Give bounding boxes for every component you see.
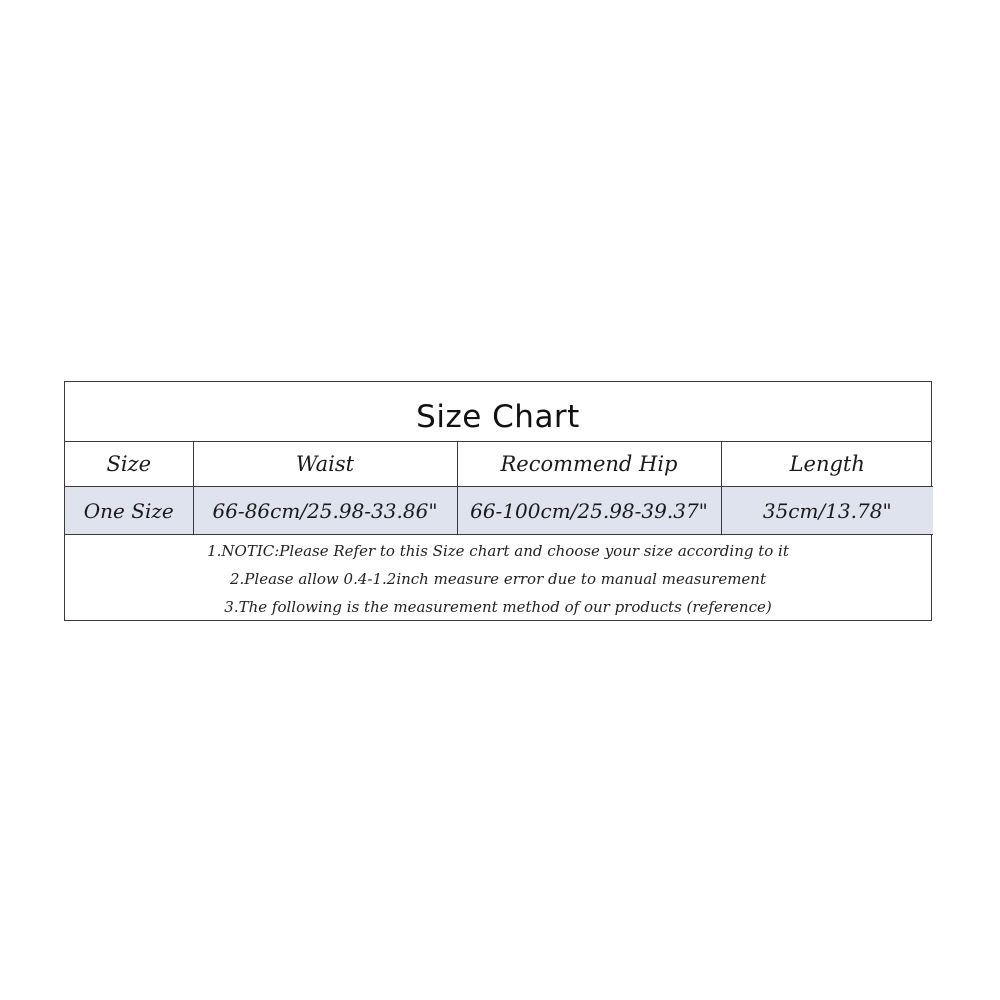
notes-section: [65, 535, 931, 622]
cell-size: One Size: [65, 487, 193, 535]
table-row: [65, 487, 933, 535]
note-line-3: 3.The following is the measurement method of our products (reference): [224, 597, 772, 616]
header-row: [65, 442, 933, 487]
header-recommend-hip: Recommend Hip: [457, 442, 721, 487]
header-length: Length: [721, 442, 933, 487]
size-chart-table: [64, 381, 932, 621]
cell-length: 35cm/13.78": [721, 487, 933, 535]
cell-recommend-hip: 66-100cm/25.98-39.37": [457, 487, 721, 535]
note-line-1: 1.NOTIC:Please Refer to this Size chart and choose your size according to it: [207, 541, 789, 560]
header-waist: Waist: [193, 442, 457, 487]
chart-title: Size Chart: [65, 382, 931, 442]
cell-waist: 66-86cm/25.98-33.86": [193, 487, 457, 535]
header-size: Size: [65, 442, 193, 487]
size-grid: [65, 442, 933, 535]
note-line-2: 2.Please allow 0.4-1.2inch measure error due to manual measurement: [230, 569, 766, 588]
